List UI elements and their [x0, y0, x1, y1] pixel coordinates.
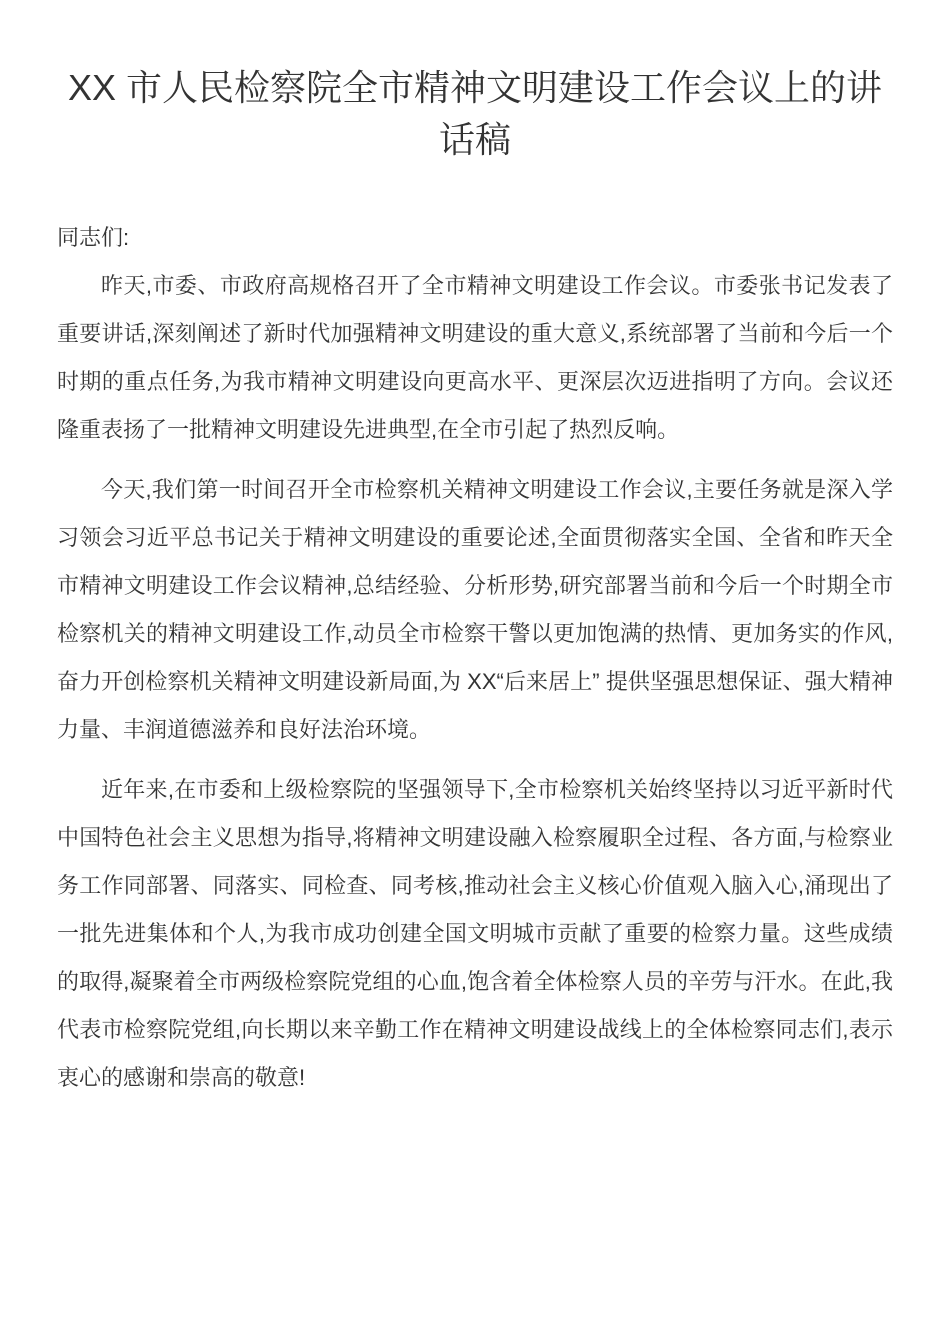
document-title: XX 市人民检察院全市精神文明建设工作会议上的讲话稿 — [67, 67, 883, 160]
paragraph-3: 近年来,在市委和上级检察院的坚强领导下,全市检察机关始终坚持以习近平新时代中国特色社会主义思想为指导,将精神文明建设融入检察履职全过程、各方面,与检察业务工作同部署、同落实、同检查、同考核,推动社会主义核心价值观入脑入心,涌现出了一批先进集体和个人,为我市成功创建全国文明城市贡献了重要的检察力量。这些成绩的取得,凝聚着全市两级检察院党组的心血,饱含着全体检察人员的辛劳与汗水。在此,我代表市检察院党组,向长期以来辛勤工作在精神文明建设战线上的全体检察同志们,表示衷心的感谢和崇高的敬意! — [57, 777, 893, 1090]
paragraph-1: 昨天,市委、市政府高规格召开了全市精神文明建设工作会议。市委张书记发表了重要讲话,深刻阐述了新时代加强精神文明建设的重大意义,系统部署了当前和今后一个时期的重点任务,为我市精神文明建设向更高水平、更深层次迈进指明了方向。会议还隆重表扬了一批精神文明建设先进典型,在全市引起了热烈反响。 — [57, 273, 893, 442]
salutation: 同志们: — [57, 225, 130, 250]
paragraph-2: 今天,我们第一时间召开全市检察机关精神文明建设工作会议,主要任务就是深入学习领会习近平总书记关于精神文明建设的重要论述,全面贯彻落实全国、全省和昨天全市精神文明建设工作会议精神,总结经验、分析形势,研究部署当前和今后一个时期全市检察机关的精神文明建设工作,动员全市检察干警以更加饱满的热情、更加务实的作风,奋力开创检察机关精神文明建设新局面,为 XX“后来居上” 提供坚强思想保证、强大精神力量、丰润道德滋养和良好法治环境。 — [57, 477, 893, 742]
